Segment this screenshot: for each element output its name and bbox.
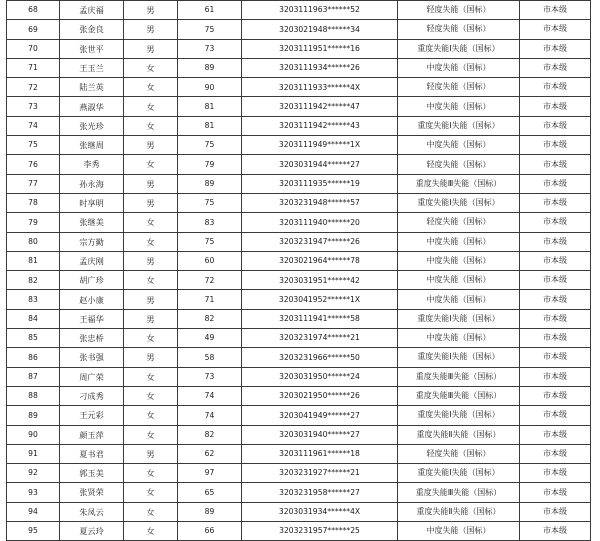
table-row	[7, 406, 591, 425]
table-row	[7, 386, 591, 405]
row-number-cell: 76	[7, 155, 60, 174]
table-row	[7, 232, 591, 251]
gender-cell: 女	[124, 271, 178, 290]
name-cell: 陆兰英	[60, 78, 124, 97]
row-number-cell: 71	[7, 58, 60, 77]
id-number-cell: 3203031951******42	[242, 271, 398, 290]
disability-level-cell: 重度失能Ⅰ失能（国标）	[398, 309, 520, 328]
name-cell: 张书强	[60, 348, 124, 367]
age-cell: 49	[178, 329, 242, 348]
age-cell: 58	[178, 348, 242, 367]
name-cell: 时享明	[60, 193, 124, 212]
disability-level-cell: 中度失能（国标）	[398, 271, 520, 290]
age-cell: 74	[178, 386, 242, 405]
gender-cell: 女	[124, 483, 178, 502]
jurisdiction-cell: 市本级	[520, 251, 591, 270]
jurisdiction-cell: 市本级	[520, 155, 591, 174]
id-number-cell: 3203231958******27	[242, 483, 398, 502]
row-number-cell: 73	[7, 97, 60, 116]
age-cell: 61	[178, 1, 242, 20]
name-cell: 周广荣	[60, 367, 124, 386]
disability-level-cell: 中度失能（国标）	[398, 329, 520, 348]
name-cell: 张贤荣	[60, 483, 124, 502]
name-cell: 朱凤云	[60, 502, 124, 521]
id-number-cell: 3203111949******1X	[242, 136, 398, 155]
id-number-cell: 3203111942******43	[242, 116, 398, 135]
disability-level-cell: 重度失能Ⅲ失能（国标）	[398, 483, 520, 502]
gender-cell: 男	[124, 251, 178, 270]
name-cell: 王元彩	[60, 406, 124, 425]
table-row	[7, 78, 591, 97]
jurisdiction-cell: 市本级	[520, 232, 591, 251]
id-number-cell: 3203231927******21	[242, 464, 398, 483]
table-row	[7, 483, 591, 502]
id-number-cell: 3203231957******25	[242, 522, 398, 541]
disability-level-cell: 重度失能Ⅰ失能（国标）	[398, 116, 520, 135]
id-number-cell: 3203021950******26	[242, 386, 398, 405]
gender-cell: 女	[124, 464, 178, 483]
age-cell: 62	[178, 444, 242, 463]
name-cell: 张世平	[60, 39, 124, 58]
row-number-cell: 77	[7, 174, 60, 193]
gender-cell: 女	[124, 522, 178, 541]
table-row	[7, 522, 591, 541]
jurisdiction-cell: 市本级	[520, 116, 591, 135]
table-row	[7, 20, 591, 39]
age-cell: 65	[178, 483, 242, 502]
row-number-cell: 91	[7, 444, 60, 463]
gender-cell: 男	[124, 1, 178, 20]
row-number-cell: 90	[7, 425, 60, 444]
id-number-cell: 3203031940******27	[242, 425, 398, 444]
id-number-cell: 3203111933******4X	[242, 78, 398, 97]
table-body	[7, 1, 591, 541]
gender-cell: 女	[124, 502, 178, 521]
disability-level-cell: 中度失能（国标）	[398, 290, 520, 309]
row-number-cell: 68	[7, 1, 60, 20]
disability-level-cell: 重度失能Ⅲ失能（国标）	[398, 367, 520, 386]
jurisdiction-cell: 市本级	[520, 502, 591, 521]
name-cell: 刁成秀	[60, 386, 124, 405]
jurisdiction-cell: 市本级	[520, 483, 591, 502]
age-cell: 83	[178, 213, 242, 232]
age-cell: 75	[178, 193, 242, 212]
row-number-cell: 70	[7, 39, 60, 58]
name-cell: 张继美	[60, 213, 124, 232]
table-row	[7, 309, 591, 328]
gender-cell: 女	[124, 58, 178, 77]
disability-level-cell: 轻度失能（国标）	[398, 1, 520, 20]
disability-level-cell: 中度失能（国标）	[398, 136, 520, 155]
id-number-cell: 3203231948******57	[242, 193, 398, 212]
row-number-cell: 69	[7, 20, 60, 39]
disability-level-cell: 轻度失能（国标）	[398, 213, 520, 232]
jurisdiction-cell: 市本级	[520, 213, 591, 232]
row-number-cell: 93	[7, 483, 60, 502]
table-row	[7, 136, 591, 155]
name-cell: 燕淑华	[60, 97, 124, 116]
jurisdiction-cell: 市本级	[520, 1, 591, 20]
row-number-cell: 84	[7, 309, 60, 328]
row-number-cell: 83	[7, 290, 60, 309]
disability-level-cell: 轻度失能（国标）	[398, 20, 520, 39]
disability-level-cell: 重度失能Ⅲ失能（国标）	[398, 174, 520, 193]
row-number-cell: 79	[7, 213, 60, 232]
name-cell: 王福华	[60, 309, 124, 328]
id-number-cell: 3203111961******18	[242, 444, 398, 463]
table-row	[7, 97, 591, 116]
table-row	[7, 348, 591, 367]
id-number-cell: 3203231966******50	[242, 348, 398, 367]
name-cell: 颜玉萍	[60, 425, 124, 444]
age-cell: 71	[178, 290, 242, 309]
age-cell: 97	[178, 464, 242, 483]
age-cell: 60	[178, 251, 242, 270]
jurisdiction-cell: 市本级	[520, 271, 591, 290]
disability-level-cell: 重度失能Ⅰ失能（国标）	[398, 464, 520, 483]
row-number-cell: 80	[7, 232, 60, 251]
id-number-cell: 3203111942******47	[242, 97, 398, 116]
table-row	[7, 174, 591, 193]
gender-cell: 女	[124, 213, 178, 232]
age-cell: 81	[178, 97, 242, 116]
jurisdiction-cell: 市本级	[520, 348, 591, 367]
row-number-cell: 78	[7, 193, 60, 212]
disability-level-cell: 中度失能（国标）	[398, 522, 520, 541]
id-number-cell: 3203021948******34	[242, 20, 398, 39]
table-row	[7, 464, 591, 483]
id-number-cell: 3203031944******27	[242, 155, 398, 174]
gender-cell: 女	[124, 232, 178, 251]
id-number-cell: 3203231974******21	[242, 329, 398, 348]
table-row	[7, 39, 591, 58]
name-cell: 孟庆刚	[60, 251, 124, 270]
jurisdiction-cell: 市本级	[520, 444, 591, 463]
gender-cell: 男	[124, 444, 178, 463]
disability-level-cell: 轻度失能（国标）	[398, 444, 520, 463]
gender-cell: 男	[124, 290, 178, 309]
jurisdiction-cell: 市本级	[520, 367, 591, 386]
name-cell: 夏云玲	[60, 522, 124, 541]
id-number-cell: 3203111934******26	[242, 58, 398, 77]
age-cell: 74	[178, 406, 242, 425]
name-cell: 赵小康	[60, 290, 124, 309]
name-cell: 张金良	[60, 20, 124, 39]
row-number-cell: 87	[7, 367, 60, 386]
table-row	[7, 271, 591, 290]
table-row	[7, 290, 591, 309]
age-cell: 90	[178, 78, 242, 97]
disability-level-cell: 中度失能（国标）	[398, 97, 520, 116]
age-cell: 66	[178, 522, 242, 541]
gender-cell: 女	[124, 425, 178, 444]
jurisdiction-cell: 市本级	[520, 174, 591, 193]
table-row	[7, 251, 591, 270]
table-row	[7, 329, 591, 348]
jurisdiction-cell: 市本级	[520, 406, 591, 425]
gender-cell: 女	[124, 367, 178, 386]
jurisdiction-cell: 市本级	[520, 20, 591, 39]
jurisdiction-cell: 市本级	[520, 58, 591, 77]
gender-cell: 女	[124, 97, 178, 116]
id-number-cell: 3203231947******26	[242, 232, 398, 251]
jurisdiction-cell: 市本级	[520, 290, 591, 309]
name-cell: 宗方勤	[60, 232, 124, 251]
id-number-cell: 3203031950******24	[242, 367, 398, 386]
jurisdiction-cell: 市本级	[520, 425, 591, 444]
row-number-cell: 74	[7, 116, 60, 135]
gender-cell: 女	[124, 116, 178, 135]
id-number-cell: 3203111935******19	[242, 174, 398, 193]
jurisdiction-cell: 市本级	[520, 97, 591, 116]
disability-level-cell: 中度失能（国标）	[398, 58, 520, 77]
age-cell: 89	[178, 502, 242, 521]
jurisdiction-cell: 市本级	[520, 522, 591, 541]
table-row	[7, 425, 591, 444]
table-row	[7, 502, 591, 521]
jurisdiction-cell: 市本级	[520, 193, 591, 212]
name-cell: 孙永海	[60, 174, 124, 193]
disability-roster-table	[6, 0, 591, 541]
gender-cell: 男	[124, 20, 178, 39]
row-number-cell: 75	[7, 136, 60, 155]
id-number-cell: 3203111940******20	[242, 213, 398, 232]
disability-level-cell: 轻度失能（国标）	[398, 78, 520, 97]
age-cell: 89	[178, 58, 242, 77]
disability-level-cell: 重度失能Ⅱ失能（国标）	[398, 425, 520, 444]
disability-level-cell: 中度失能（国标）	[398, 232, 520, 251]
gender-cell: 女	[124, 155, 178, 174]
age-cell: 82	[178, 309, 242, 328]
age-cell: 89	[178, 174, 242, 193]
age-cell: 79	[178, 155, 242, 174]
disability-level-cell: 重度失能Ⅲ失能（国标）	[398, 386, 520, 405]
gender-cell: 男	[124, 193, 178, 212]
age-cell: 81	[178, 116, 242, 135]
table-row	[7, 116, 591, 135]
id-number-cell: 3203021964******78	[242, 251, 398, 270]
age-cell: 82	[178, 425, 242, 444]
disability-level-cell: 中度失能（国标）	[398, 251, 520, 270]
row-number-cell: 88	[7, 386, 60, 405]
gender-cell: 女	[124, 386, 178, 405]
gender-cell: 女	[124, 406, 178, 425]
name-cell: 郭玉美	[60, 464, 124, 483]
row-number-cell: 82	[7, 271, 60, 290]
name-cell: 王玉兰	[60, 58, 124, 77]
disability-level-cell: 重度失能Ⅰ失能（国标）	[398, 406, 520, 425]
name-cell: 张忠桥	[60, 329, 124, 348]
name-cell: 夏书君	[60, 444, 124, 463]
disability-level-cell: 重度失能Ⅰ失能（国标）	[398, 39, 520, 58]
row-number-cell: 94	[7, 502, 60, 521]
id-number-cell: 3203111951******16	[242, 39, 398, 58]
jurisdiction-cell: 市本级	[520, 78, 591, 97]
disability-level-cell: 轻度失能（国标）	[398, 155, 520, 174]
jurisdiction-cell: 市本级	[520, 136, 591, 155]
jurisdiction-cell: 市本级	[520, 464, 591, 483]
row-number-cell: 86	[7, 348, 60, 367]
name-cell: 张光珍	[60, 116, 124, 135]
gender-cell: 男	[124, 348, 178, 367]
jurisdiction-cell: 市本级	[520, 309, 591, 328]
id-number-cell: 3203031934******4X	[242, 502, 398, 521]
gender-cell: 男	[124, 136, 178, 155]
id-number-cell: 3203041952******1X	[242, 290, 398, 309]
jurisdiction-cell: 市本级	[520, 39, 591, 58]
table-row	[7, 155, 591, 174]
name-cell: 张继周	[60, 136, 124, 155]
id-number-cell: 3203111941******58	[242, 309, 398, 328]
age-cell: 73	[178, 39, 242, 58]
name-cell: 李秀	[60, 155, 124, 174]
gender-cell: 男	[124, 309, 178, 328]
gender-cell: 男	[124, 174, 178, 193]
row-number-cell: 72	[7, 78, 60, 97]
age-cell: 75	[178, 136, 242, 155]
gender-cell: 女	[124, 78, 178, 97]
age-cell: 75	[178, 20, 242, 39]
gender-cell: 男	[124, 39, 178, 58]
table-row	[7, 58, 591, 77]
table-row	[7, 1, 591, 20]
row-number-cell: 92	[7, 464, 60, 483]
disability-level-cell: 重度失能Ⅰ失能（国标）	[398, 193, 520, 212]
jurisdiction-cell: 市本级	[520, 329, 591, 348]
name-cell: 孟庆福	[60, 1, 124, 20]
table-row	[7, 367, 591, 386]
age-cell: 75	[178, 232, 242, 251]
table-row	[7, 193, 591, 212]
row-number-cell: 95	[7, 522, 60, 541]
name-cell: 胡广珍	[60, 271, 124, 290]
id-number-cell: 3203041949******27	[242, 406, 398, 425]
age-cell: 72	[178, 271, 242, 290]
age-cell: 73	[178, 367, 242, 386]
id-number-cell: 3203111963******52	[242, 1, 398, 20]
gender-cell: 女	[124, 329, 178, 348]
disability-level-cell: 重度失能Ⅱ失能（国标）	[398, 502, 520, 521]
jurisdiction-cell: 市本级	[520, 386, 591, 405]
disability-level-cell: 重度失能Ⅰ失能（国标）	[398, 348, 520, 367]
row-number-cell: 89	[7, 406, 60, 425]
table-row	[7, 444, 591, 463]
row-number-cell: 85	[7, 329, 60, 348]
row-number-cell: 81	[7, 251, 60, 270]
table-row	[7, 213, 591, 232]
